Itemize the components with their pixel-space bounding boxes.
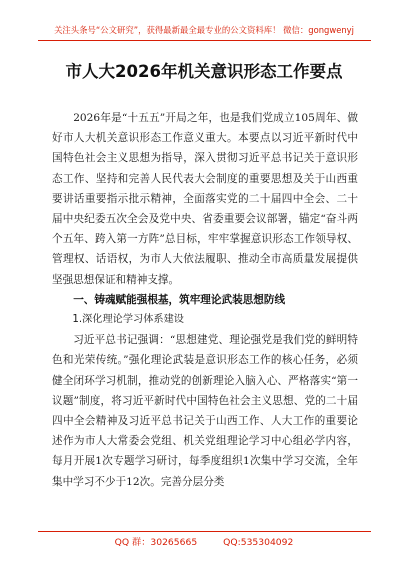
footer-contact bbox=[0, 537, 408, 549]
header-banner: 关注头条号“公文研究”，获得最新最全最专业的公文资料库！ 微信：gongwenyj bbox=[54, 25, 354, 35]
document-body bbox=[52, 108, 358, 492]
header-divider bbox=[38, 40, 371, 41]
footer-qq-group: QQ 群：30265665 bbox=[114, 537, 198, 548]
subsection-heading: 1.深化理论学习体系建设 bbox=[72, 314, 184, 326]
intro-paragraph: 2026年是“十五五”开局之年，也是我们党成立105周年、做好市人大机关意识形态工作意义重大。本要点以习近平新时代中国特色社会主义思想为指导，深入贯彻习近平总书记关于意识形态工作、坚持和完善人民代表大会制度的重要思想及关于山西重要讲话重要指示批示精神，全面落实党的二十届四中全会、二十届中央纪委五次全会及党中央、省委重要会议部署，锚定“奋斗两个五年、跨入第一方阵”总目标，牢牢掌握意识形态工作领导权、管理权、话语权，为市人大依法履职、推动全市高质量发展提供坚强思想保证和精神支撑。 bbox=[52, 112, 358, 286]
footer-qq: QQ:535304092 bbox=[223, 537, 294, 548]
subsection-paragraph: 习近平总书记强调：“思想建党、理论强党是我们党的鲜明特色和光荣传统。”强化理论武装是意识形态工作的核心任务，必须健全闭环学习机制，推动党的创新理论入脑入心、严格落实“第一议题”制度，将习近平新时代中国特色社会主义思想、党的二十届四中全会精神及习近平总书记关于山西工作、人大工作的重要论述作为市人大常委会党组、机关党组理论学习中心组必学内容，每月开展1次专题学习研讨，每季度组织1次集中学习交流，全年集中学习不少于12次。完善分层分类 bbox=[52, 334, 358, 488]
footer-divider bbox=[38, 531, 371, 532]
document-title: 市人大2026年机关意识形态工作要点 bbox=[65, 62, 343, 81]
section-heading: 一、铸魂赋能强根基，筑牢理论武装思想防线 bbox=[73, 293, 286, 306]
